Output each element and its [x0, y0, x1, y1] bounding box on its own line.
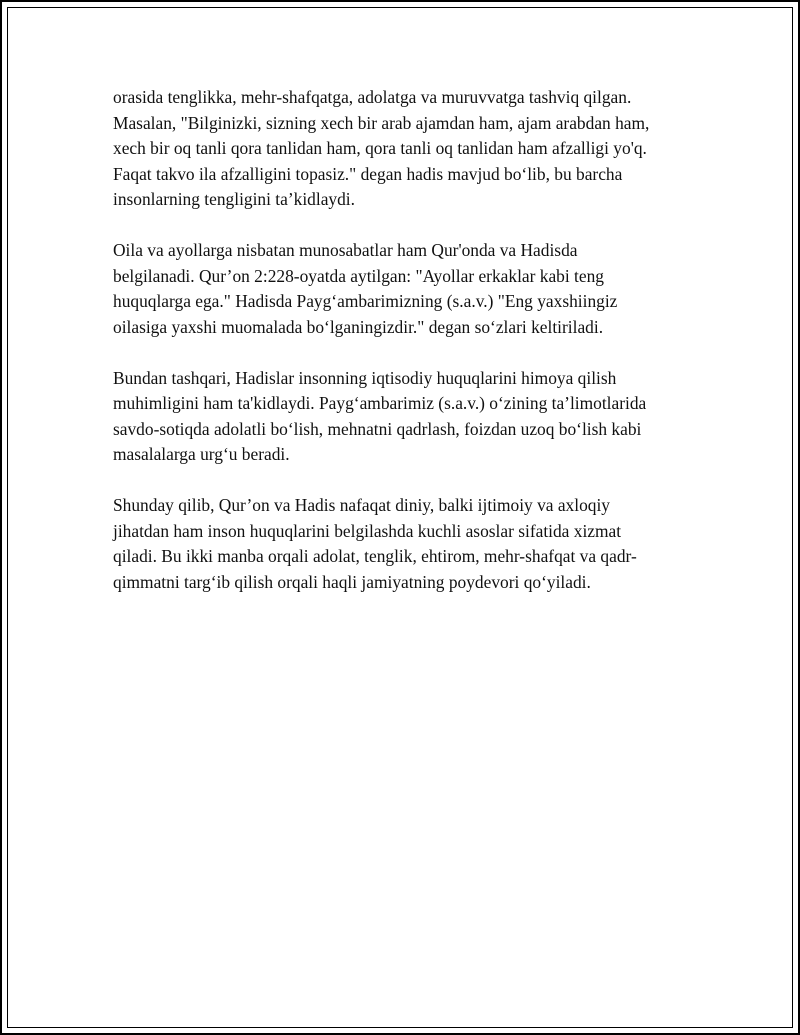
paragraph-family-women: Oila va ayollarga nisbatan munosabatlar ham Qur'onda va Hadisda belgilanadi. Qur’on 2:228-oyatda aytilgan: "Ayollar erkaklar kabi teng huquqlarga ega." Hadisda Payg‘ambarimizning (s.a.v.) "Eng yaxshiingiz oilasiga yaxshi muomalada bo‘lganingizdir." degan so‘zlari keltiriladi.	[113, 240, 618, 337]
paragraph-economic-rights: Bundan tashqari, Hadislar insonning iqtisodiy huquqlarini himoya qilish muhimligini ham ta'kidlaydi. Payg‘ambarimiz (s.a.v.) o‘zining ta’limotlarida savdo-sotiqda adolatli bo‘lish, mehnatni qadrlash, foizdan uzoq bo‘lish kabi masalalarga urg‘u beradi.	[113, 367, 647, 464]
paragraph-conclusion: Shunday qilib, Qur’on va Hadis nafaqat diniy, balki ijtimoiy va axloqiy jihatdan ham inson huquqlarini belgilashda kuchli asoslar sifatida xizmat qiladi. Bu ikki manba orqali adolat, tenglik, ehtirom, mehr-shafqat va qadr- qimmatni targ‘ib qilish orqali haqli jamiyatning poydevori qo‘yiladi.	[113, 495, 637, 592]
paragraph-equality: orasida tenglikka, mehr-shafqatga, adolatga va muruvvatga tashviq qilgan. Masalan, "Bilginizki, sizning xech bir arab ajamdan ham, ajam arabdan ham, xech bir oq tanli qora tanlidan ham, qora tanli oq tanlidan ham afzalligi yo'q. Faqat takvo ila afzalligini topasiz." degan hadis mavjud bo‘lib, bu barcha insonlarning tengligini ta’kidlaydi.	[113, 87, 650, 209]
document-body	[113, 85, 688, 621]
